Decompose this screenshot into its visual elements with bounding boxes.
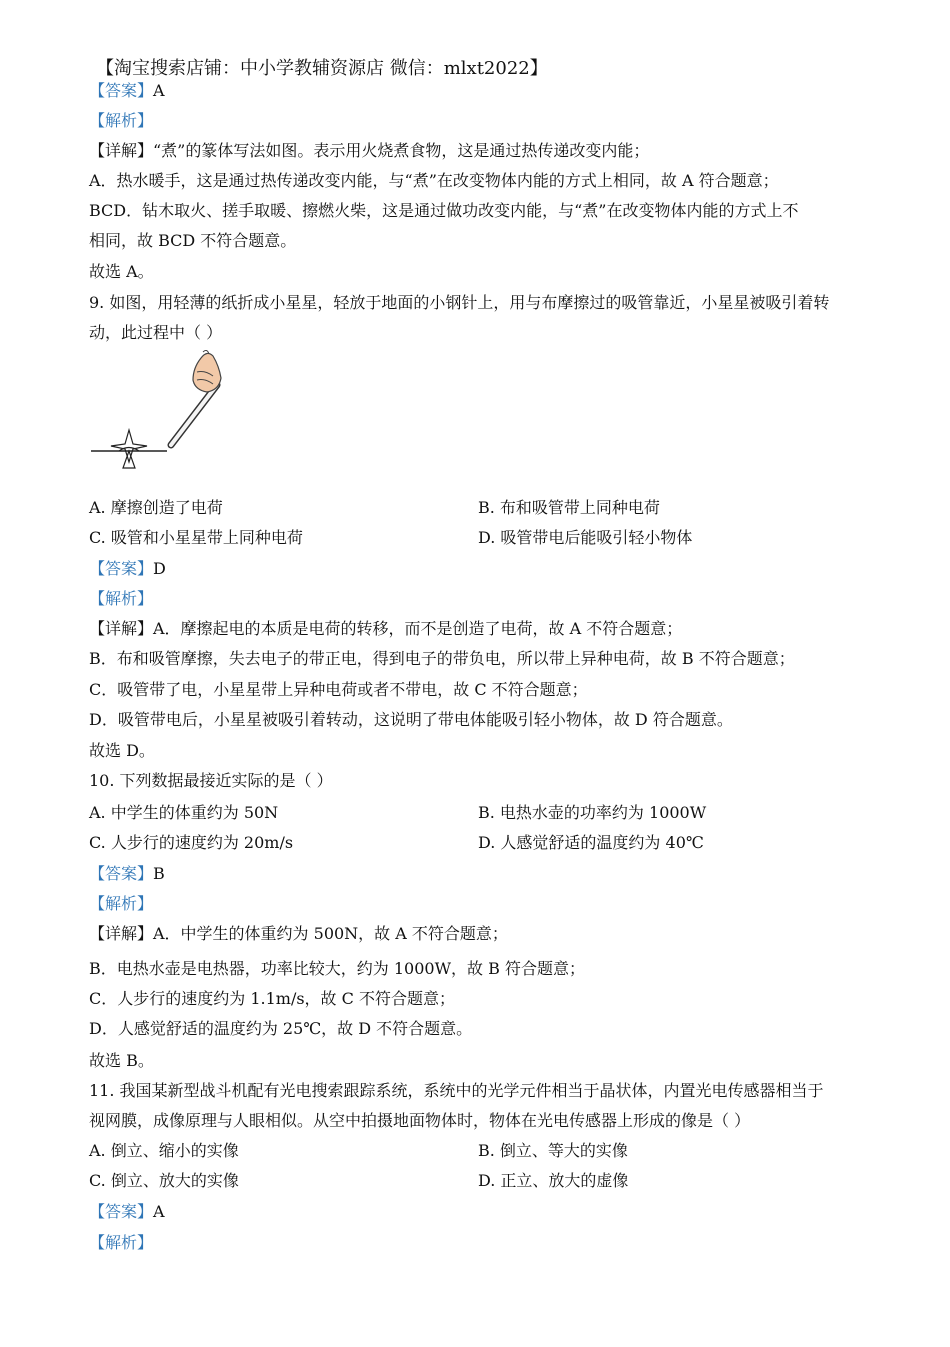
q9-choose: 故选 D。 xyxy=(89,741,155,760)
q10-detail-d: D．人感觉舒适的温度约为 25℃，故 D 不符合题意。 xyxy=(89,1019,473,1038)
answer-value: D xyxy=(153,559,166,578)
q9-stem-1: 9. 如图，用轻薄的纸折成小星星，轻放于地面的小钢针上，用与布摩擦过的吸管靠近，小星星被吸引着转 xyxy=(89,293,830,312)
q9-detail-a: 【详解】A．摩擦起电的本质是电荷的转移，而不是创造了电荷，故 A 不符合题意； xyxy=(89,619,683,638)
q9-detail-d: D．吸管带电后，小星星被吸引着转动，这说明了带电体能吸引轻小物体，故 D 符合题意。 xyxy=(89,710,733,729)
q11-stem-2: 视网膜，成像原理与人眼相似。从空中拍摄地面物体时，物体在光电传感器上形成的像是（ ） xyxy=(89,1111,751,1130)
answer-value: A xyxy=(153,1202,165,1221)
q10-option-a: A. 中学生的体重约为 50N xyxy=(89,803,279,822)
q10-answer xyxy=(89,863,165,885)
answer-tag: 【答案】 xyxy=(89,81,154,100)
q8-analysis-tag: 【解析】 xyxy=(89,111,154,130)
q9-analysis-tag: 【解析】 xyxy=(89,589,154,608)
q10-detail-a: 【详解】A．中学生的体重约为 500N，故 A 不符合题意； xyxy=(89,924,508,943)
q8-answer xyxy=(89,80,165,102)
q10-detail-b: B．电热水壶是电热器，功率比较大，约为 1000W，故 B 符合题意； xyxy=(89,959,585,978)
answer-value: A xyxy=(153,81,165,100)
q11-option-c: C. 倒立、放大的实像 xyxy=(89,1171,239,1190)
q9-option-d: D. 吸管带电后能吸引轻小物体 xyxy=(478,528,693,547)
q8-detail: 【详解】“煮”的篆体写法如图。表示用火烧煮食物，这是通过热传递改变内能； xyxy=(89,141,650,160)
q9-option-b: B. 布和吸管带上同种电荷 xyxy=(478,498,660,517)
q11-option-a: A. 倒立、缩小的实像 xyxy=(89,1141,239,1160)
header-banner: 【淘宝搜索店铺：中小学教辅资源店 微信：mlxt2022】 xyxy=(96,58,548,79)
q9-detail-b: B．布和吸管摩擦，失去电子的带正电，得到电子的带负电，所以带上异种电荷，故 B 不符合题意； xyxy=(89,649,795,668)
q10-stem: 10. 下列数据最接近实际的是（ ） xyxy=(89,771,333,790)
q11-option-d: D. 正立、放大的虚像 xyxy=(478,1171,629,1190)
q9-option-a: A. 摩擦创造了电荷 xyxy=(89,498,223,517)
q10-option-c: C. 人步行的速度约为 20m/s xyxy=(89,833,294,852)
answer-tag: 【答案】 xyxy=(89,559,154,578)
q11-analysis-tag: 【解析】 xyxy=(89,1233,154,1252)
q8-line-bcd-2: 相同，故 BCD 不符合题意。 xyxy=(89,231,297,250)
q9-option-c: C. 吸管和小星星带上同种电荷 xyxy=(89,528,303,547)
q11-option-b: B. 倒立、等大的实像 xyxy=(478,1141,628,1160)
q11-answer xyxy=(89,1201,165,1223)
q11-stem-1: 11. 我国某新型战斗机配有光电搜索跟踪系统，系统中的光学元件相当于晶状体，内置光电传感器相当于 xyxy=(89,1081,824,1100)
q9-answer xyxy=(89,558,166,580)
q10-detail-c: C．人步行的速度约为 1.1m/s，故 C 不符合题意； xyxy=(89,989,455,1008)
q9-detail-c: C．吸管带了电，小星星带上异种电荷或者不带电，故 C 不符合题意； xyxy=(89,680,588,699)
q9-stem-2: 动，此过程中（ ） xyxy=(89,323,223,342)
q10-option-d: D. 人感觉舒适的温度约为 40℃ xyxy=(478,833,704,852)
q8-line-bcd-1: BCD．钻木取火、搓手取暖、擦燃火柴，这是通过做功改变内能，与“煮”在改变物体内能的方式上不 xyxy=(89,201,799,220)
star-on-needle-figure xyxy=(89,350,269,490)
answer-tag: 【答案】 xyxy=(89,1202,154,1221)
q10-choose: 故选 B。 xyxy=(89,1051,154,1070)
q8-line-a: A．热水暖手，这是通过热传递改变内能，与“煮”在改变物体内能的方式上相同，故 A 符合题意； xyxy=(89,171,779,190)
answer-value: B xyxy=(153,864,165,883)
q10-analysis-tag: 【解析】 xyxy=(89,894,154,913)
q8-choose: 故选 A。 xyxy=(89,262,154,281)
answer-tag: 【答案】 xyxy=(89,864,154,883)
q10-option-b: B. 电热水壶的功率约为 1000W xyxy=(478,803,707,822)
